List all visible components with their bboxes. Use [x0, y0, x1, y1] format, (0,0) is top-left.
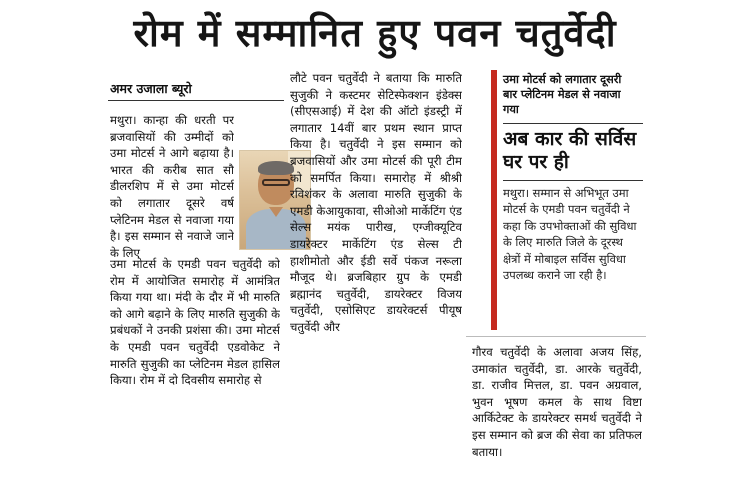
- column-3: [472, 344, 642, 494]
- photo-glasses: [262, 179, 290, 186]
- column-2-text: लौटे पवन चतुर्वेदी ने बताया कि मारुति सुजुकी ने कस्टमर सेटिस्फेक्शन इंडेक्स (सीएसआई) में देश की ऑटो इंडस्ट्री में लगातार 14वीं बार प्रथम स्थान प्राप्त किया है। चतुर्वेदी ने इस सम्मान को ब्रजवासियों और उमा मोटर्स की पूरी टीम को समर्पित किया। समारोह में श्रीश्री रविशंकर के अलावा मारुति सुजुकी के एमडी केआयुकावा, सीओओ मार्केटिंग एंड सेल्स मयंक पारीख, एग्जीक्यूटिव डायरेक्टर मार्केटिंग एंड सेल्स टी हाशीमोतो और ईडी सर्वे पंकज नरूला मौजूद थे। ब्रजबिहार ग्रुप के एमडी ब्रह्मानंद चतुर्वेदी, डायरेक्टर विजय चतुर्वेदी, एसोसिएट डायरेक्टर्स पीयूष चतुर्वेदी और: [290, 71, 462, 334]
- column-1-lower-text: उमा मोटर्स के एमडी पवन चतुर्वेदी को रोम में आयोजित समारोह में आमंत्रित किया गया था। मंदी के दौर में भी मारुति को आगे बढ़ाने के लिए मारुति सुजुकी के प्रबंधकों ने उनकी प्रशंसा की। उमा मोटर्स के एमडी पवन चतुर्वेदी एडवोकेट ने मारुति सुजुकी का प्लेटिनम मेडल हासिल किया। रोम में दो दिवसीय समारोह से: [110, 257, 280, 388]
- sidebar-accent-bar: [491, 70, 497, 330]
- byline-rule: [108, 100, 284, 101]
- sidebar-kicker-rule: [503, 123, 643, 124]
- photo-hair: [258, 161, 294, 175]
- column-3-rule: [466, 336, 646, 337]
- headline: रोम में सम्मानित हुए पवन चतुर्वेदी: [133, 11, 617, 55]
- sidebar-kicker: उमा मोटर्स को लगातार दूसरी बार प्लेटिनम मेडल से नवाजा गया: [503, 73, 622, 116]
- byline: अमर उजाला ब्यूरो: [110, 81, 192, 96]
- column-1-lower: [110, 256, 280, 466]
- column-1-upper: [110, 112, 234, 274]
- column-1-upper-text: मथुरा। कान्हा की धरती पर ब्रजवासियों की उम्मीदों को उमा मोटर्स ने आगे बढ़ाया है। भारत की करीब सात सौ डीलरशिप में से उमा मोटर्स को लगातार दूसरे वर्ष प्लेटिनम मेडल से नवाजा गया है। इस सम्मान से नवाजे जाने के लिए: [110, 113, 234, 260]
- sidebar-deck-rule: [503, 180, 643, 181]
- column-2: [290, 70, 462, 490]
- column-3-text: गौरव चतुर्वेदी के अलावा अजय सिंह, उमाकांत चतुर्वेदी, डा. आरके चतुर्वेदी, डा. राजीव मित्तल, डा. पवन अग्रवाल, भुवन भूषण कमल के साथ विष्टा आर्किटेक्ट के डायरेक्टर समर्थ चतुर्वेदी ने इस सम्मान को ब्रज की सेवा का प्रतिफल बताया।: [472, 345, 642, 459]
- sidebar-body: मथुरा। सम्मान से अभिभूत उमा मोटर्स के एमडी पवन चतुर्वेदी ने कहा कि उपभोक्ताओं की सुविधा के लिए मारुति जिले के दूरस्थ क्षेत्रों में मोबाइल सर्विस सुविधा उपलब्ध कराने जा रही है।: [503, 186, 637, 283]
- sidebar-deck: अब कार की सर्विस घर पर ही: [503, 128, 637, 173]
